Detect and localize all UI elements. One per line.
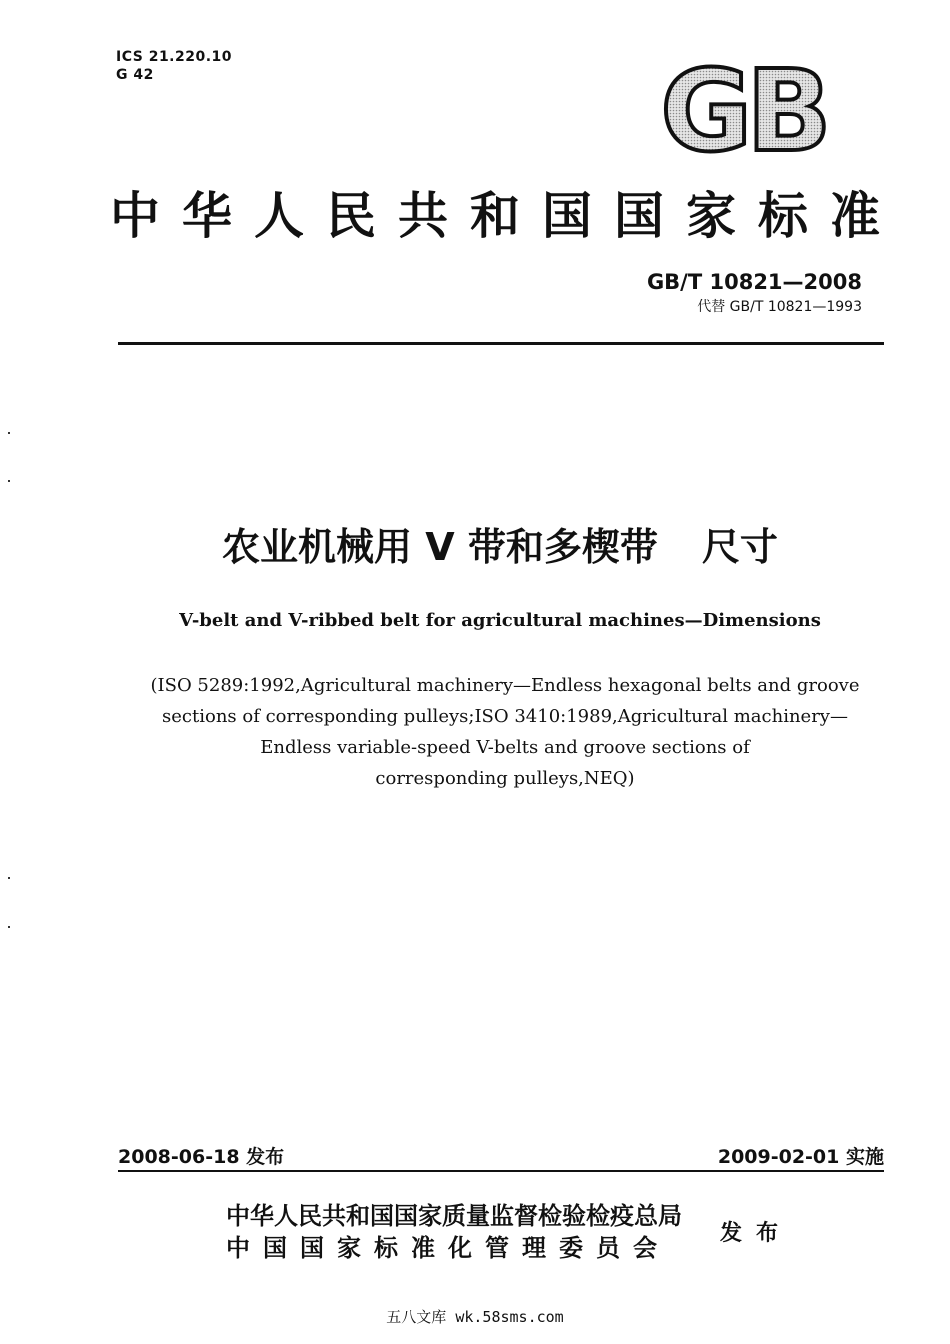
- document-title-en: V-belt and V-ribbed belt for agricultural machines—Dimensions: [179, 610, 821, 631]
- top-divider: [118, 342, 884, 345]
- issue-word: 发布: [720, 1221, 793, 1246]
- scan-mark: [8, 926, 10, 928]
- title-cn-sub: 尺寸: [701, 525, 778, 569]
- gb-logo: [648, 64, 838, 160]
- replaces-standard: 代替 GB/T 10821—1993: [697, 299, 862, 315]
- gb-logo-text: GB: [660, 64, 826, 160]
- ics-code: ICS 21.220.10: [116, 49, 233, 65]
- reference-line: sections of corresponding pulleys;ISO 3410:1989,Agricultural machinery—: [162, 706, 848, 727]
- title-cn-main: 农业机械用 V 带和多楔带: [222, 525, 658, 569]
- footer-watermark: 五八文库 wk.58sms.com: [386, 1308, 564, 1326]
- national-standard-title: 中华人民共和国国家标准: [110, 186, 902, 245]
- scan-mark: [8, 480, 10, 482]
- implementation-date: 2009-02-01 实施: [717, 1146, 884, 1168]
- publisher-line-1: 中华人民共和国国家质量监督检验检疫总局: [226, 1202, 682, 1230]
- classification-codes: [116, 48, 232, 84]
- bottom-divider: [118, 1170, 884, 1172]
- scan-mark: [8, 877, 10, 879]
- reference-line: (ISO 5289:1992,Agricultural machinery—Endless hexagonal belts and groove: [150, 675, 860, 696]
- scan-mark: [8, 432, 10, 434]
- publishing-authorities: [226, 1200, 682, 1264]
- standard-number: GB/T 10821—2008: [646, 270, 862, 294]
- ccs-code: G 42: [116, 67, 154, 83]
- international-reference: [110, 670, 900, 794]
- reference-line: corresponding pulleys,NEQ): [375, 768, 635, 789]
- issue-date: 2008-06-18 发布: [118, 1146, 285, 1168]
- reference-line: Endless variable-speed V-belts and groove sections of: [260, 737, 750, 758]
- publisher-line-2: 中国国家标准化管理委员会: [226, 1234, 670, 1262]
- document-title-cn: [100, 522, 900, 572]
